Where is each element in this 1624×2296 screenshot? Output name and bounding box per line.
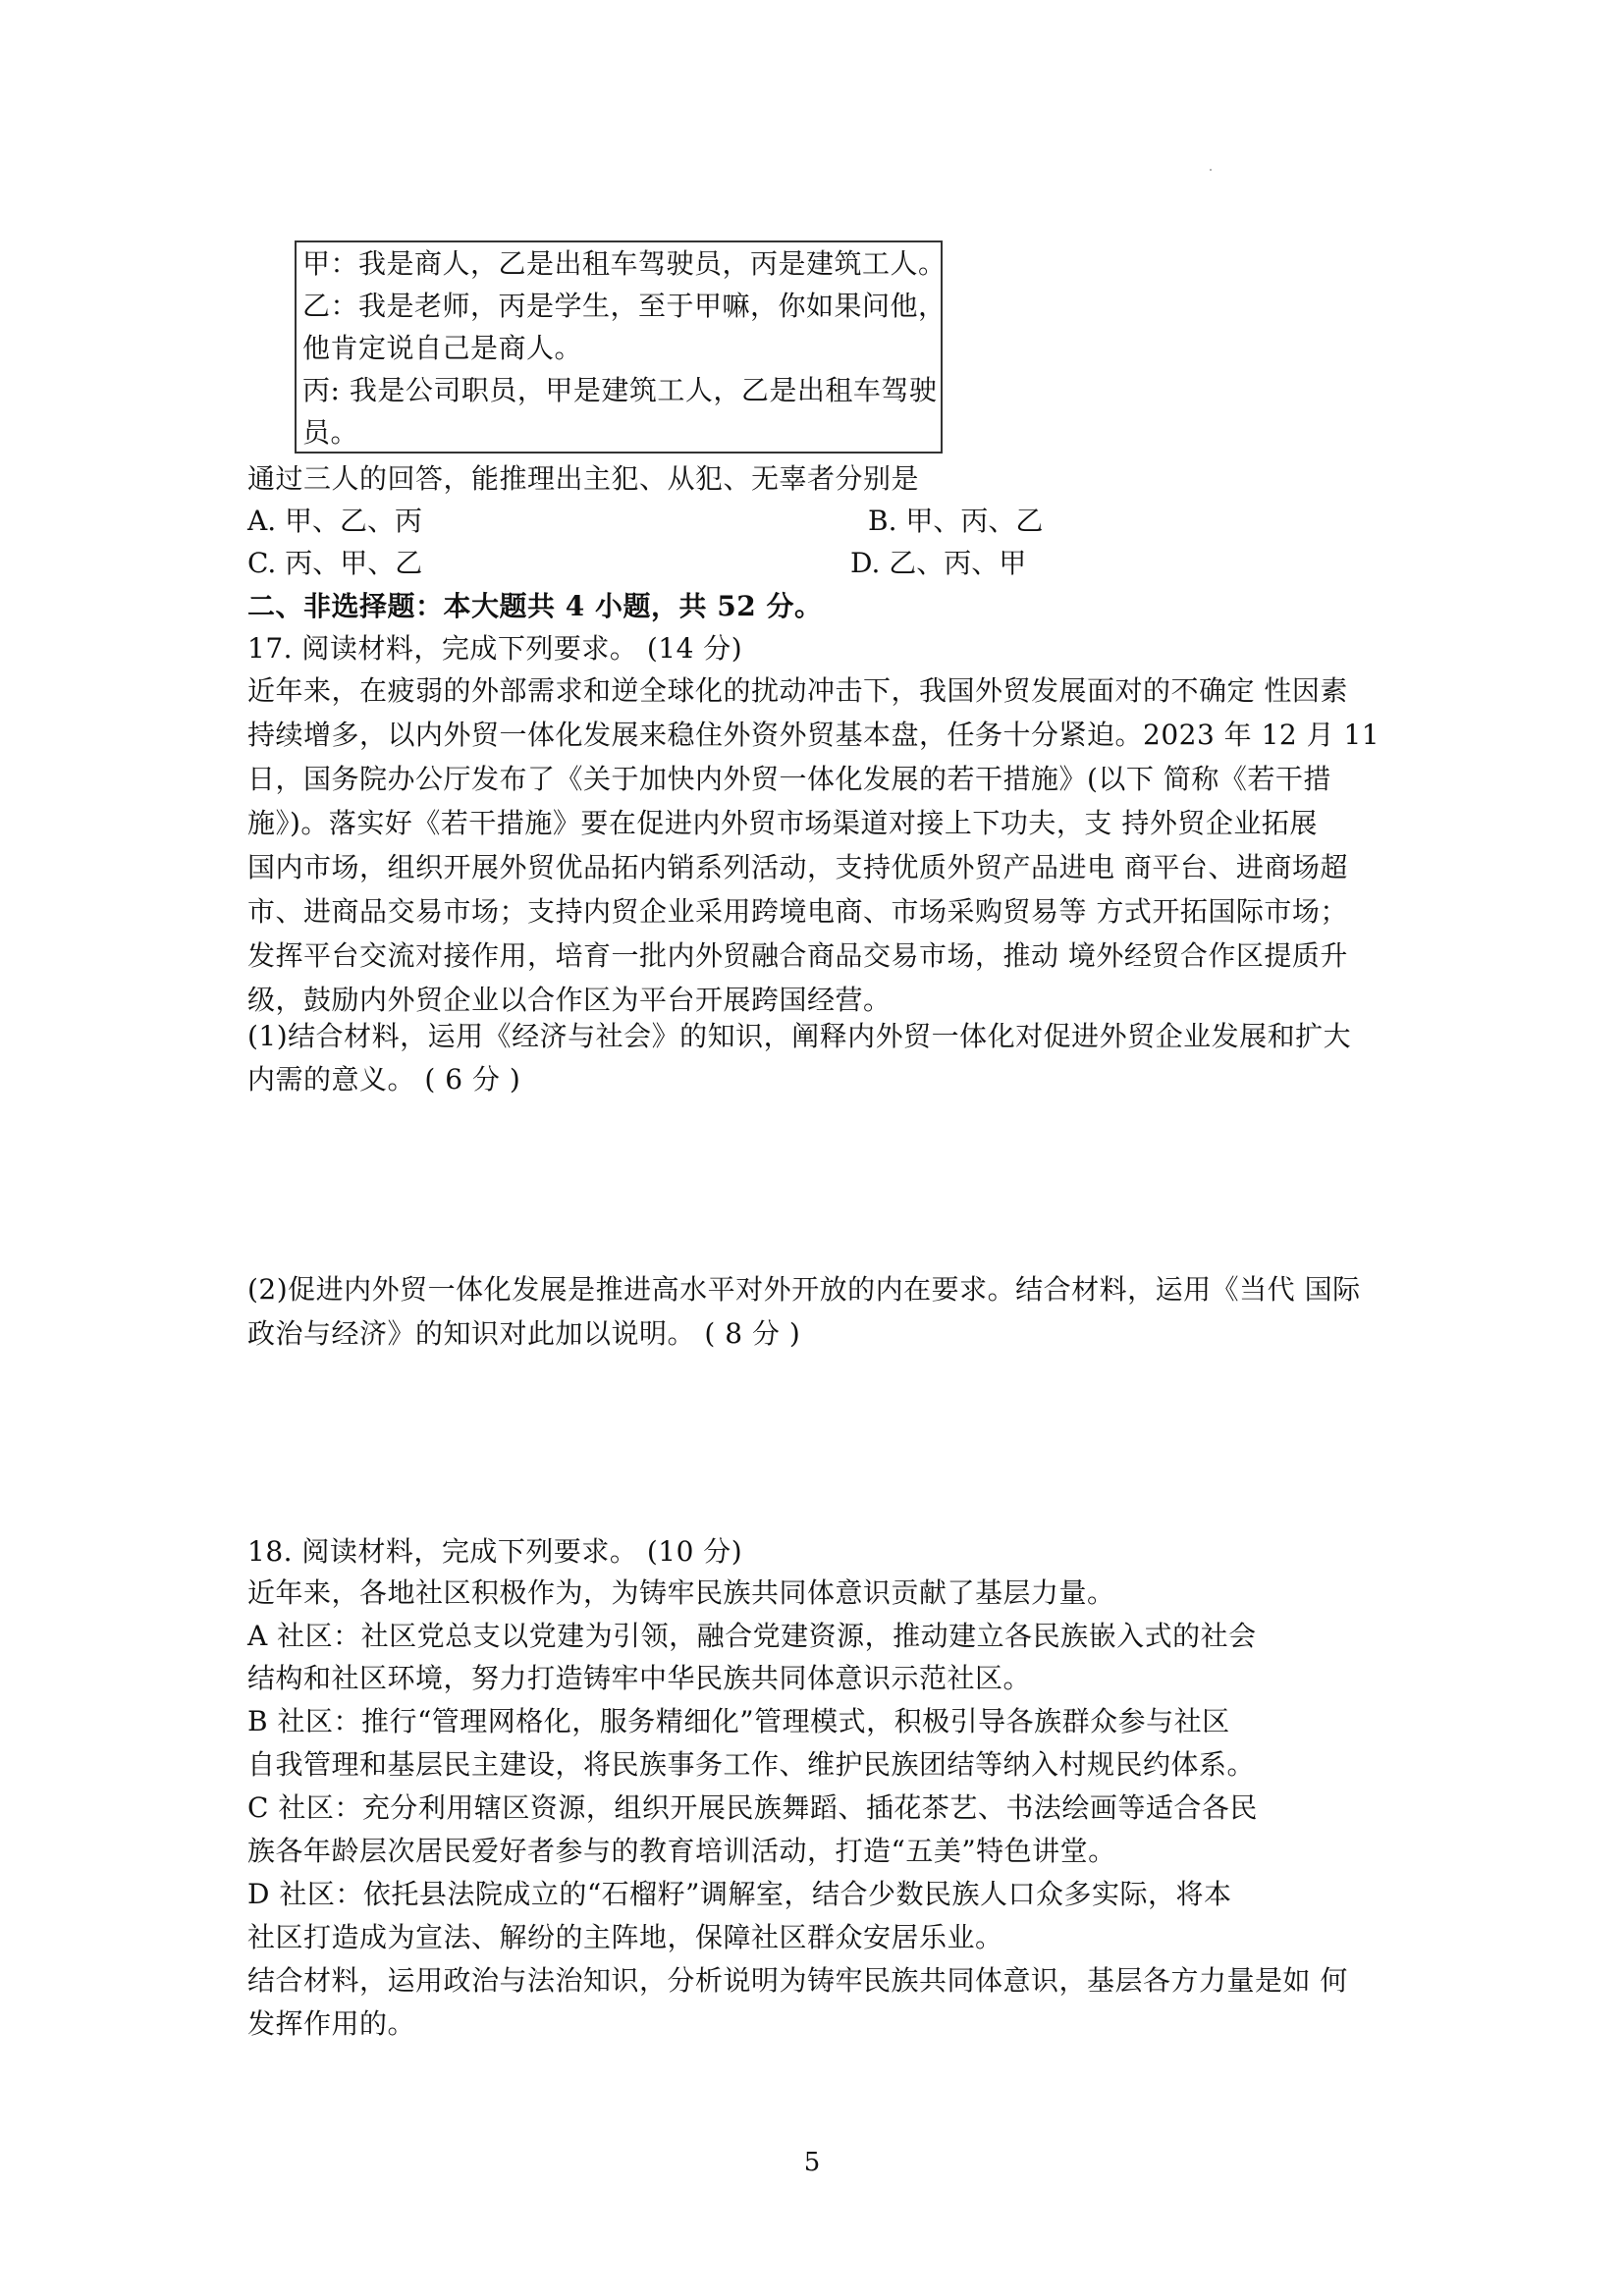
q17-head: 17. 阅读材料，完成下列要求。 (14 分) bbox=[247, 632, 743, 665]
q18-material-line: B 社区：推行“管理网格化，服务精细化”管理模式，积极引导各族群众参与社区 bbox=[247, 1705, 1230, 1737]
q18-material-line: 社区打造成为宣法、解纷的主阵地，保障社区群众安居乐业。 bbox=[247, 1921, 1003, 1953]
q17-material-line: 日，国务院办公厅发布了《关于加快内外贸一体化发展的若干措施》(以下 简称《若干措 bbox=[247, 763, 1331, 795]
dialogue-box bbox=[295, 240, 947, 454]
q17-material-line: 市、进商品交易市场；支持内贸企业采用跨境电商、市场采购贸易等 方式开拓国际市场； bbox=[247, 895, 1348, 928]
q16-stem: 通过三人的回答，能推理出主犯、从犯、无辜者分别是 bbox=[247, 462, 920, 495]
box-line-yi: 乙：我是老师，丙是学生，至于甲嘛，你如果问他， bbox=[302, 290, 947, 322]
q17-material-line: 发挥平台交流对接作用，培育一批内外贸融合商品交易市场，推动 境外经贸合作区提质升 bbox=[247, 939, 1348, 972]
q18-material-line: 结构和社区环境，努力打造铸牢中华民族共同体意识示范社区。 bbox=[247, 1662, 1032, 1694]
q18-material-line: 近年来，各地社区积极作为，为铸牢民族共同体意识贡献了基层力量。 bbox=[247, 1576, 1115, 1609]
scan-speck bbox=[1210, 169, 1212, 171]
q17-sub1-line: (1)结合材料，运用《经济与社会》的知识，阐释内外贸一体化对促进外贸企业发展和扩大 bbox=[247, 1020, 1352, 1052]
q17-material-line: 近年来，在疲弱的外部需求和逆全球化的扰动冲击下，我国外贸发展面对的不确定 性因素 bbox=[247, 674, 1348, 707]
q18-head: 18. 阅读材料，完成下列要求。 (10 分) bbox=[247, 1535, 743, 1568]
q18-material-line: A 社区：社区党总支以党建为引领，融合党建资源，推动建立各民族嵌入式的社会 bbox=[247, 1620, 1257, 1652]
q16-option-b: B. 甲、丙、乙 bbox=[868, 505, 1044, 537]
q17-sub2-line: 政治与经济》的知识对此加以说明。 ( 8 分 ) bbox=[247, 1317, 801, 1350]
q18-material-line: 结合材料，运用政治与法治知识，分析说明为铸牢民族共同体意识，基层各方力量是如 何 bbox=[247, 1964, 1348, 1997]
q16-option-d: D. 乙、丙、甲 bbox=[850, 547, 1027, 579]
box-line-yi-cont: 他肯定说自己是商人。 bbox=[302, 332, 583, 364]
q18-material-line: 族各年龄层次居民爱好者参与的教育培训活动，打造“五美”特色讲堂。 bbox=[247, 1835, 1116, 1867]
page-number: 5 bbox=[803, 2148, 821, 2177]
section2-title: 二、非选择题：本大题共 4 小题，共 52 分。 bbox=[247, 590, 823, 622]
q16-option-a: A. 甲、乙、丙 bbox=[247, 505, 423, 537]
box-line-bing-cont: 员。 bbox=[302, 416, 359, 449]
q16-option-c: C. 丙、甲、乙 bbox=[247, 547, 423, 579]
q17-sub1-line: 内需的意义。 ( 6 分 ) bbox=[247, 1063, 521, 1095]
q18-material-line: 发挥作用的。 bbox=[247, 2007, 416, 2040]
box-line-jia: 甲：我是商人，乙是出租车驾驶员，丙是建筑工人。 bbox=[302, 247, 947, 280]
q17-material-line: 施》)。落实好《若干措施》要在促进内外贸市场渠道对接上下功夫，支 持外贸企业拓展 bbox=[247, 807, 1318, 839]
box-line-bing: 丙: 我是公司职员，甲是建筑工人，乙是出租车驾驶 bbox=[302, 374, 938, 406]
q17-material-line: 级，鼓励内外贸企业以合作区为平台开展跨国经营。 bbox=[247, 984, 892, 1016]
q18-material-line: D 社区：依托县法院成立的“石榴籽”调解室，结合少数民族人口众多实际，将本 bbox=[247, 1878, 1232, 1910]
q17-sub2-line: (2)促进内外贸一体化发展是推进高水平对外开放的内在要求。结合材料，运用《当代 国际 bbox=[247, 1273, 1361, 1306]
q17-material-line: 国内市场，组织开展外贸优品拓内销系列活动，支持优质外贸产品进电 商平台、进商场超 bbox=[247, 851, 1348, 883]
q18-material-line: C 社区：充分利用辖区资源，组织开展民族舞蹈、插花茶艺、书法绘画等适合各民 bbox=[247, 1791, 1258, 1824]
q17-material-line: 持续增多，以内外贸一体化发展来稳住外资外贸基本盘，任务十分紧迫。2023 年 12 月 11 bbox=[247, 719, 1380, 751]
q18-material-line: 自我管理和基层民主建设，将民族事务工作、维护民族团结等纳入村规民约体系。 bbox=[247, 1748, 1256, 1781]
